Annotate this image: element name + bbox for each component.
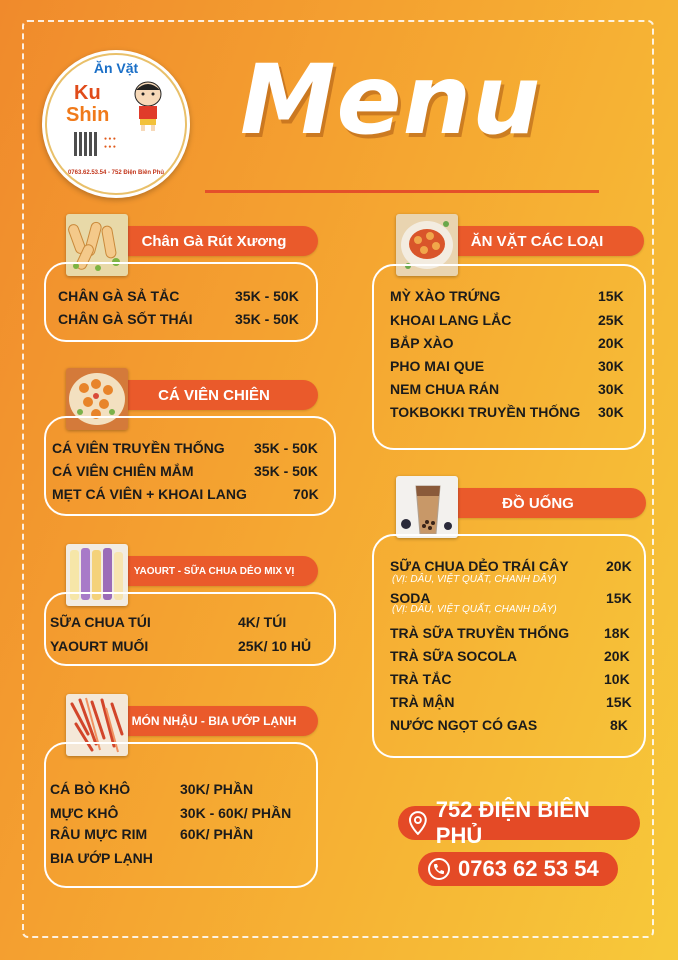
menu-item-name: MỰC KHÔ: [50, 805, 119, 821]
menu-item-price: 20K: [598, 335, 624, 351]
menu-item-name: SỮA CHUA DẺO TRÁI CÂY: [390, 558, 569, 574]
menu-item-name: CHÂN GÀ SỐT THÁI: [58, 311, 193, 327]
menu-item-name: CÁ VIÊN TRUYỀN THỐNG: [52, 440, 225, 456]
menu-item-price: 35K - 50K: [254, 463, 318, 479]
menu-item-name: TRÀ SỮA SOCOLA: [390, 648, 517, 664]
section-title-an-vat: ĂN VẶT CÁC LOẠI: [430, 226, 644, 256]
menu-item-price: 30K: [598, 381, 624, 397]
address-text: 752 ĐIỆN BIÊN PHỦ: [435, 797, 590, 848]
menu-item-price: 30K: [598, 404, 624, 420]
menu-item-name: KHOAI LANG LẮC: [390, 312, 512, 328]
menu-item-price: 20K: [604, 648, 630, 664]
menu-item-price: 15K: [606, 694, 632, 710]
menu-item-price: 30K - 60K/ PHẦN: [180, 805, 292, 821]
menu-item-name: CHÂN GÀ SẢ TẮC: [58, 288, 180, 304]
menu-item-name: TRÀ TẮC: [390, 671, 452, 687]
menu-item-name: BẮP XÀO: [390, 335, 454, 351]
menu-item-price: 18K: [604, 625, 630, 641]
phone-icon: [428, 858, 450, 880]
section-title-do-uong: ĐỒ UỐNG: [430, 488, 646, 518]
location-pin-icon: [408, 811, 428, 835]
menu-item-name: TRÀ SỮA TRUYỀN THỐNG: [390, 625, 570, 641]
menu-item-name: TRÀ MẬN: [390, 694, 455, 710]
cartoon-mascot-icon: [128, 80, 168, 132]
section-title-mon-nhau: MÓN NHẬU - BIA ƯỚP LẠNH: [110, 706, 318, 736]
logo-fine-print: ● ● ●: [104, 144, 116, 150]
shop-logo: [42, 50, 190, 198]
menu-item-name: SỮA CHUA TÚI: [50, 614, 151, 630]
menu-item-name: MẸT CÁ VIÊN + KHOAI LANG: [52, 486, 247, 502]
section-title-chan-ga: Chân Gà Rút Xương: [110, 226, 318, 256]
menu-item-price: 60K/ PHẦN: [180, 826, 254, 842]
menu-item-name: BIA ƯỚP LẠNH: [50, 850, 153, 866]
menu-item-name: NƯỚC NGỌT CÓ GAS: [390, 717, 538, 733]
menu-item-price: 25K: [598, 312, 624, 328]
menu-item-price: 30K/ PHẦN: [180, 781, 254, 797]
menu-item-name: RÂU MỰC RIM: [50, 826, 148, 842]
phone-text: 0763 62 53 54: [458, 856, 599, 881]
menu-item-price: 35K - 50K: [235, 311, 299, 327]
menu-item-price: 70K: [293, 486, 319, 502]
logo-brand-ku: Ku: [74, 82, 101, 104]
menu-item-price: 15K: [598, 288, 624, 304]
milk-tea-photo: [396, 476, 458, 538]
menu-item-name: MỲ XÀO TRỨNG: [390, 288, 501, 304]
phone-badge: [418, 852, 618, 886]
menu-item-name: CÁ BÒ KHÔ: [50, 781, 131, 797]
logo-brand-shin: Shin: [66, 104, 110, 126]
menu-item-name: CÁ VIÊN CHIÊN MẮM: [52, 463, 194, 479]
menu-item-name: YAOURT MUỐI: [50, 638, 149, 654]
menu-item-price: 35K - 50K: [254, 440, 318, 456]
qr-code-icon: [74, 132, 98, 156]
menu-item-note: (VỊ: DÂU, VIỆT QUẤT, CHANH DÂY): [392, 604, 557, 615]
menu-item-price: 25K/ 10 HỦ: [238, 638, 312, 654]
logo-top-text: Ăn Vặt: [93, 60, 139, 76]
menu-item-note: (VỊ: DÂU, VIỆT QUẤT, CHANH DÂY): [392, 574, 557, 585]
title-underline: [205, 190, 599, 193]
logo-fine-print: ● ● ●: [104, 136, 116, 142]
menu-item-price: 8K: [610, 717, 628, 733]
logo-address: 0763.62.53.54 - 752 Điện Biên Phủ: [67, 170, 165, 176]
menu-item-name: TOKBOKKI TRUYỀN THỐNG: [390, 404, 581, 420]
menu-item-name: SODA: [390, 590, 431, 606]
menu-item-price: 30K: [598, 358, 624, 374]
address-badge: [398, 797, 640, 848]
menu-item-price: 15K: [606, 590, 632, 606]
menu-item-price: 4K/ TÚI: [238, 614, 287, 630]
menu-item-price: 20K: [606, 558, 632, 574]
section-title-yaourt: YAOURT - SỮA CHUA DẺO MIX VỊ: [110, 556, 318, 586]
page-title: Menu: [240, 44, 542, 156]
menu-item-price: 10K: [604, 671, 630, 687]
menu-item-name: NEM CHUA RÁN: [390, 381, 500, 397]
section-title-ca-vien: CÁ VIÊN CHIÊN: [110, 380, 318, 410]
menu-item-price: 35K - 50K: [235, 288, 299, 304]
menu-item-name: PHO MAI QUE: [390, 358, 485, 374]
